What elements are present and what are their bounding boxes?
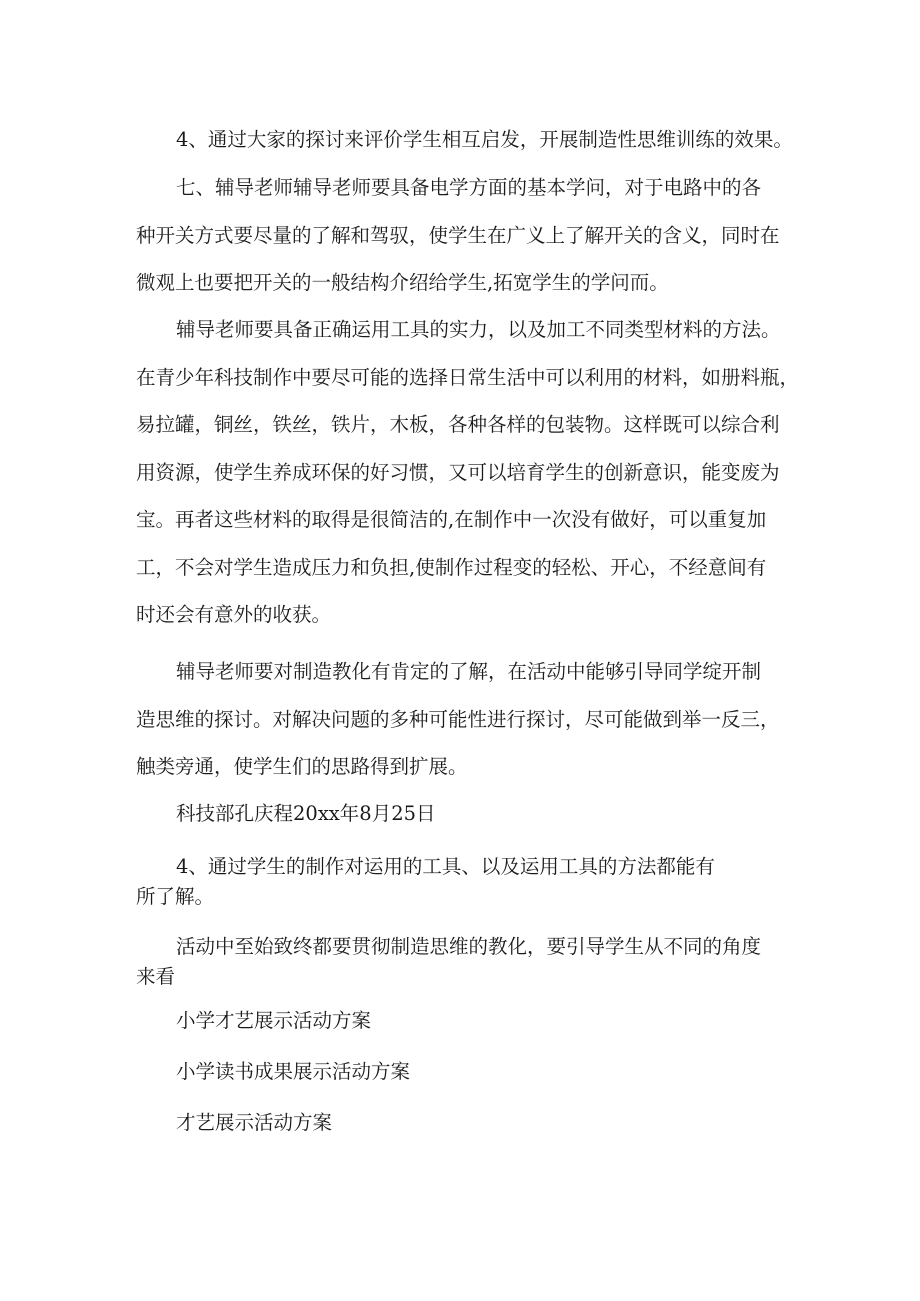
- text-line: 微观上也要把开关的一般结构介绍给学生,拓宽学生的学问而。: [136, 271, 669, 294]
- text-line: 才艺展示活动方案: [176, 1111, 333, 1134]
- paragraph-tools-materials: [136, 306, 799, 639]
- text-line: 活动中至始致终都要贯彻制造思维的教化，要引导学生从不同的角度: [176, 935, 762, 958]
- text-line: 辅导老师要对制造教化有肯定的了解，在活动中能够引导同学绽开制: [176, 660, 762, 683]
- text-line: 时还会有意外的收获。: [136, 603, 332, 626]
- paragraph-section-seven: [136, 164, 780, 307]
- related-title-talent-show: [176, 997, 371, 1045]
- related-title-talent-plan: [176, 1099, 332, 1147]
- text-line: 用资源，使学生养成环保的好习惯，又可以培育学生的创新意识，能变废为: [136, 460, 780, 484]
- text-line: 4、通过学生的制作对运用的工具、以及运用工具的方法都能有: [176, 855, 715, 878]
- text-line: 在青少年科技制作中要尽可能的选择日常生活中可以利用的材料，如册料瓶，: [136, 365, 800, 389]
- text-line: 辅导老师要具备正确运用工具的实力，以及加工不同类型材料的方法。: [176, 318, 781, 341]
- paragraph-student-tools: [136, 852, 715, 912]
- text-line: 4、通过大家的探讨来评价学生相互启发，开展制造性思维训练的效果。: [176, 128, 793, 151]
- text-line: 宝。再者这些材料的取得是很简洁的,在制作中一次没有做好，可以重复加: [136, 508, 767, 531]
- related-title-reading-show: [176, 1048, 410, 1096]
- text-line: 小学才艺展示活动方案: [176, 1009, 372, 1032]
- text-line: 七、辅导老师辅导老师要具备电学方面的基本学问，对于电路中的各: [176, 176, 762, 199]
- text-line: 易拉罐，铜丝，铁丝，铁片，木板，各种各样的包装物。这样既可以综合利: [136, 413, 780, 436]
- text-line: 工，不会对学生造成压力和负担,使制作过程变的轻松、开心，不经意间有: [136, 555, 767, 579]
- text-line: 造思维的探讨。对解决问题的多种可能性进行探讨，尽可能做到举一反三，: [136, 707, 780, 731]
- text-line: 所了解。: [136, 885, 215, 908]
- text-line: 触类旁通，使学生们的思路得到扩展。: [136, 755, 468, 778]
- signature-line: [176, 790, 436, 838]
- paragraph-creative-thinking: [136, 932, 761, 992]
- text-line: 小学读书成果展示活动方案: [176, 1060, 411, 1083]
- text-line: 种开关方式要尽量的了解和驾驭，使学生在广义上了解开关的含义，同时在: [136, 223, 780, 247]
- paragraph-evaluation-method: [176, 116, 793, 164]
- paragraph-creative-education: [136, 648, 780, 791]
- text-line: 来看: [136, 965, 176, 988]
- signature-text: 科技部孔庆程20xx年8月25日: [176, 802, 436, 825]
